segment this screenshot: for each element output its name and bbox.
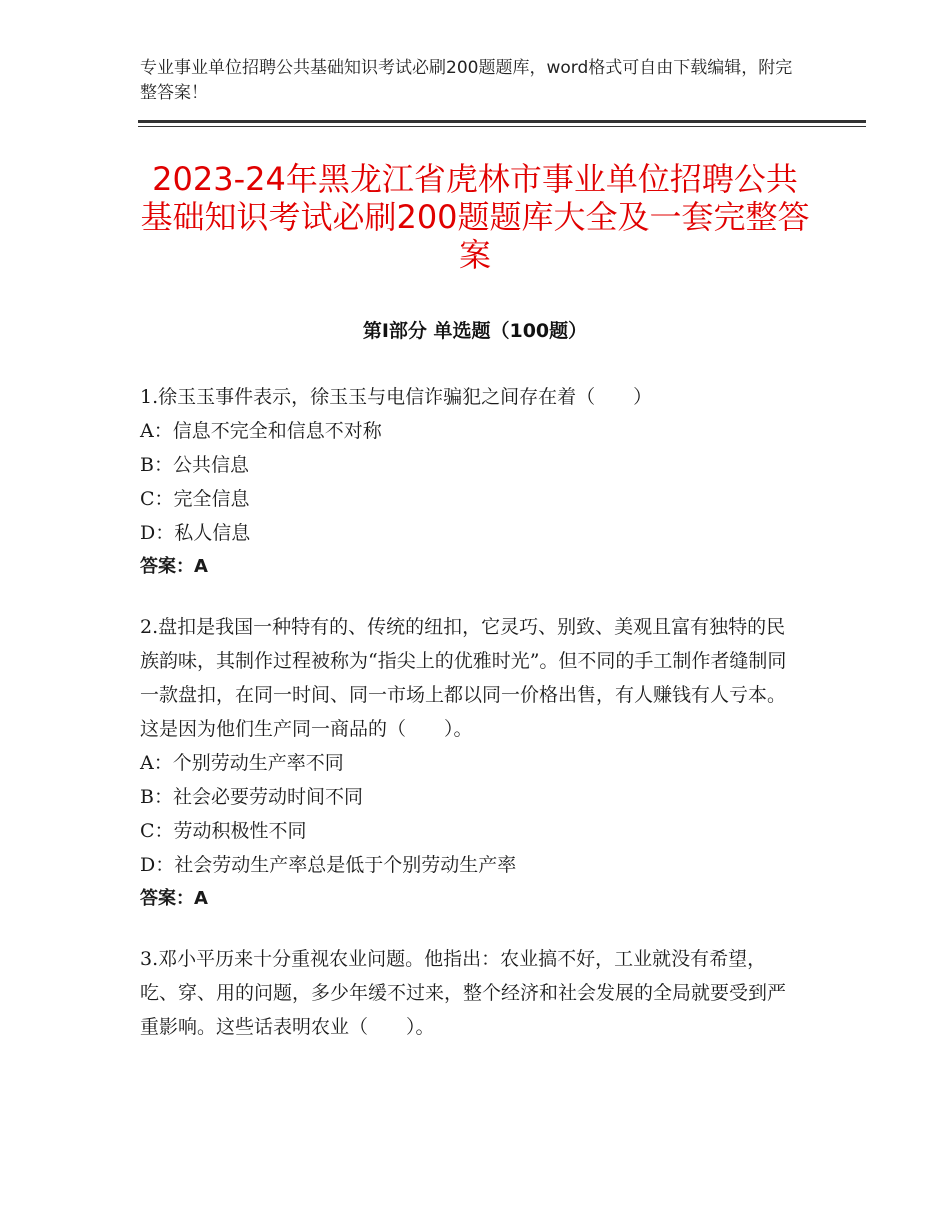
answer: 答案：A bbox=[140, 888, 208, 909]
document-title: 2023-24年黑龙江省虎林市事业单位招聘公共基础知识考试必刷200题题库大全及一套完整答案 bbox=[140, 160, 810, 274]
option-a: A：个别劳动生产率不同 bbox=[140, 752, 344, 774]
question-1 bbox=[140, 380, 800, 584]
question-stem: 1.徐玉玉事件表示，徐玉玉与电信诈骗犯之间存在着（ ） bbox=[140, 386, 653, 408]
header-divider-thick bbox=[138, 120, 866, 123]
option-c: C：完全信息 bbox=[140, 488, 250, 510]
question-stem: 3.邓小平历来十分重视农业问题。他指出：农业搞不好，工业就没有希望，吃、穿、用的问题，多少年缓不过来，整个经济和社会发展的全局就要受到严重影响。这些话表明农业（ ）。 bbox=[140, 948, 787, 1038]
option-b: B：公共信息 bbox=[140, 454, 249, 476]
question-stem: 2.盘扣是我国一种特有的、传统的纽扣，它灵巧、别致、美观且富有独特的民族韵味，其制作过程被称为“指尖上的优雅时光”。但不同的手工制作者缝制同一款盘扣，在同一时间、同一市场上都以同一价格出售，有人赚钱有人亏本。这是因为他们生产同一商品的（ ）。 bbox=[140, 616, 787, 740]
option-a: A：信息不完全和信息不对称 bbox=[140, 420, 382, 442]
option-d: D：私人信息 bbox=[140, 522, 251, 544]
header-note: 专业事业单位招聘公共基础知识考试必刷200题题库，word格式可自由下载编辑，附完整答案！ bbox=[140, 58, 793, 103]
question-3 bbox=[140, 942, 800, 1044]
answer: 答案：A bbox=[140, 556, 208, 577]
header-divider-thin bbox=[138, 126, 866, 127]
option-c: C：劳动积极性不同 bbox=[140, 820, 307, 842]
question-list bbox=[140, 380, 800, 1070]
option-d: D：社会劳动生产率总是低于个别劳动生产率 bbox=[140, 854, 517, 876]
option-b: B：社会必要劳动时间不同 bbox=[140, 786, 363, 808]
question-2 bbox=[140, 610, 800, 916]
section-heading: 第Ⅰ部分 单选题（100题） bbox=[362, 320, 588, 342]
